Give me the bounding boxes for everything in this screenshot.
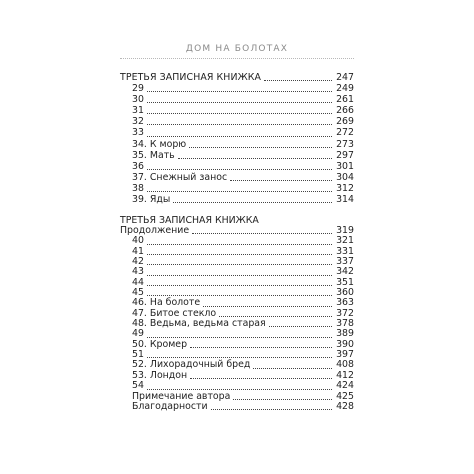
toc-page-number: 372 [332, 309, 354, 319]
leader-dots [147, 191, 332, 192]
toc-entry-label: 50. Кромер [132, 340, 190, 350]
toc-entry-label: 42 [132, 257, 147, 267]
leader-dots [147, 275, 332, 276]
toc-page-number: 266 [332, 105, 354, 116]
leader-dots [147, 264, 332, 265]
toc-page-number: 247 [332, 72, 354, 83]
toc-entry-label: 53. Лондон [132, 371, 190, 381]
leader-dots [233, 399, 332, 400]
toc-page-number: 273 [332, 139, 354, 150]
toc-entry-label: 33 [132, 127, 147, 138]
leader-dots [147, 285, 332, 286]
toc-page-number: 272 [332, 127, 354, 138]
toc-entry[interactable] [120, 105, 354, 116]
toc-section-2 [120, 215, 354, 412]
toc-entry-label: 39. Яды [132, 194, 173, 205]
leader-dots [203, 306, 332, 307]
leader-dots [211, 409, 332, 410]
toc-entry[interactable] [120, 150, 354, 161]
toc-entry[interactable] [120, 183, 354, 194]
toc-entry-label: 29 [132, 83, 147, 94]
toc-entry-label: 46. На болоте [132, 298, 203, 308]
toc-entry-label: 32 [132, 116, 147, 127]
toc-entry[interactable] [120, 247, 354, 257]
toc-entry[interactable] [120, 83, 354, 94]
leader-dots [147, 337, 332, 338]
toc-entry-label: 52. Лихорадочный бред [132, 360, 253, 370]
running-head-rule [120, 58, 354, 59]
toc-entry-label: 43 [132, 267, 147, 277]
toc-page-number: 331 [332, 247, 354, 257]
toc-section-1 [120, 72, 354, 205]
toc-entry-label: Благодарности [132, 402, 211, 412]
leader-dots [147, 113, 332, 114]
toc-entry-label: 41 [132, 247, 147, 257]
leader-dots [147, 389, 332, 390]
toc-page-number: 397 [332, 350, 354, 360]
toc-page-number: 301 [332, 161, 354, 172]
toc-entry[interactable] [120, 116, 354, 127]
toc-entries [120, 236, 354, 412]
toc-page-number: 314 [332, 194, 354, 205]
toc-entry-label: 37. Снежный занос [132, 172, 230, 183]
running-head: ДОМ НА БОЛОТАХ [185, 44, 289, 54]
toc-entry-label: 31 [132, 105, 147, 116]
toc-page-number: 269 [332, 116, 354, 127]
toc-page-number: 351 [332, 278, 354, 288]
toc-entry[interactable] [120, 319, 354, 329]
leader-dots [264, 80, 332, 81]
toc-page-number: 360 [332, 288, 354, 298]
toc-entry[interactable] [120, 340, 354, 350]
leader-dots [192, 233, 332, 234]
leader-dots [147, 102, 332, 103]
toc-entry-label: 34. К морю [132, 139, 189, 150]
leader-dots [253, 368, 332, 369]
leader-dots [147, 124, 332, 125]
toc-entry-label: 38 [132, 183, 147, 194]
toc-entry-label: 36 [132, 161, 147, 172]
toc-page-number: 412 [332, 371, 354, 381]
toc-entry-label: 30 [132, 94, 147, 105]
toc-page-number: 312 [332, 183, 354, 194]
toc-entry-label: 54 [132, 381, 147, 391]
toc-entry-label: 47. Битое стекло [132, 309, 219, 319]
toc-entry[interactable] [120, 194, 354, 205]
toc-page-number: 319 [332, 226, 354, 236]
toc-page-number: 389 [332, 329, 354, 339]
toc-page-number: 408 [332, 360, 354, 370]
toc-entry-label: 49 [132, 329, 147, 339]
leader-dots [219, 316, 332, 317]
toc-section-title: ТРЕТЬЯ ЗАПИСНАЯ КНИЖКА [120, 215, 259, 226]
toc-section-title-row[interactable] [120, 72, 354, 83]
toc-entry[interactable] [120, 402, 354, 412]
leader-dots [147, 169, 332, 170]
toc-page-number: 321 [332, 236, 354, 246]
toc-entry[interactable] [120, 139, 354, 150]
toc-page-number: 261 [332, 94, 354, 105]
leader-dots [230, 180, 332, 181]
toc-entry-label: 45 [132, 288, 147, 298]
toc-entry[interactable] [120, 94, 354, 105]
toc-entry[interactable] [120, 236, 354, 246]
leader-dots [147, 136, 332, 137]
leader-dots [190, 378, 332, 379]
toc-entries [120, 83, 354, 205]
toc-page-number: 424 [332, 381, 354, 391]
leader-dots [147, 244, 332, 245]
toc-page-number: 363 [332, 298, 354, 308]
toc-entry[interactable] [120, 371, 354, 381]
leader-dots [147, 357, 332, 358]
leader-dots [269, 326, 332, 327]
toc-entry[interactable] [120, 257, 354, 267]
toc-entry-label: 48. Ведьма, ведьма старая [132, 319, 269, 329]
toc-entry[interactable] [120, 172, 354, 183]
leader-dots [173, 202, 332, 203]
toc-entry-label: 44 [132, 278, 147, 288]
leader-dots [147, 295, 332, 296]
toc-page-number: 378 [332, 319, 354, 329]
toc-page-number: 428 [332, 402, 354, 412]
toc-page-number: 297 [332, 150, 354, 161]
toc-page-number: 425 [332, 392, 354, 402]
toc-subtitle: Продолжение [120, 226, 192, 236]
toc-entry-label: 51 [132, 350, 147, 360]
toc-entry[interactable] [120, 278, 354, 288]
toc-entry[interactable] [120, 161, 354, 172]
toc-page-number: 337 [332, 257, 354, 267]
toc-section-title: ТРЕТЬЯ ЗАПИСНАЯ КНИЖКА [120, 72, 264, 83]
toc-entry[interactable] [120, 381, 354, 391]
leader-dots [147, 254, 332, 255]
toc-page-number: 342 [332, 267, 354, 277]
toc-entry[interactable] [120, 127, 354, 138]
leader-dots [189, 147, 332, 148]
toc-entry-label: 40 [132, 236, 147, 246]
toc-subtitle-row[interactable] [120, 226, 354, 236]
toc-page-number: 390 [332, 340, 354, 350]
leader-dots [147, 91, 332, 92]
toc-page-number: 304 [332, 172, 354, 183]
leader-dots [178, 158, 332, 159]
leader-dots [190, 347, 332, 348]
toc-entry-label: Примечание автора [132, 392, 233, 402]
toc-entry-label: 35. Мать [132, 150, 178, 161]
toc-entry[interactable] [120, 267, 354, 277]
toc-page-number: 249 [332, 83, 354, 94]
